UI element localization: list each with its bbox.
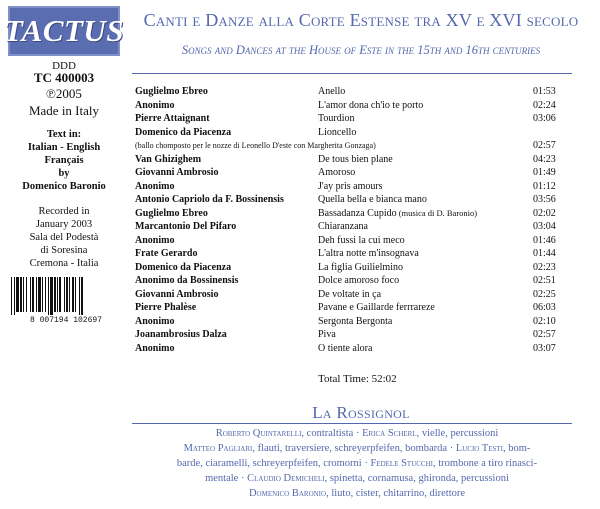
- track-title-text: Bassadanza Cupido: [318, 207, 397, 219]
- text-in-line: Text in:: [46, 129, 82, 140]
- track-row: [135, 328, 575, 342]
- track-composer: Marcantonio Del Pifaro: [135, 221, 237, 232]
- track-composer: Anonimo da Bossinensis: [135, 275, 239, 286]
- track-row: [135, 315, 575, 329]
- performer-credits: [137, 426, 577, 501]
- performer-role: , liuto, cister, chitarrino, direttore: [326, 488, 466, 499]
- recorded-line: Recorded in: [38, 206, 90, 217]
- barcode-bar: [36, 277, 37, 312]
- track-title-text: La figlia Guilielmino: [318, 261, 403, 273]
- track-duration: 01:12: [533, 180, 556, 192]
- track-title: [318, 288, 381, 302]
- track-duration: 03:56: [533, 194, 556, 205]
- recorded-line: Sala del Podestà: [29, 232, 99, 243]
- track-title: [318, 220, 368, 234]
- barcode-bar: [50, 277, 53, 315]
- track-composer: Domenico da Piacenza: [135, 126, 232, 138]
- track-title-text: Dolce amoroso foco: [318, 275, 400, 286]
- track-composer: Van Ghizighem: [135, 153, 202, 165]
- barcode-bar: [16, 277, 19, 312]
- track-row: [135, 342, 575, 356]
- track-duration: 01:46: [533, 234, 556, 246]
- track-duration: 02:51: [533, 275, 556, 286]
- track-title: [318, 247, 419, 261]
- performer-name: Domenico Baronio: [248, 488, 327, 499]
- track-row: [135, 166, 575, 180]
- track-duration: 01:53: [533, 86, 556, 97]
- track-row: [135, 139, 575, 153]
- performer-line: [137, 486, 577, 501]
- track-row: [135, 247, 575, 261]
- barcode-digits: 8 007194 102697: [29, 316, 103, 324]
- ensemble-name: La Rossignol: [312, 403, 410, 422]
- performer-role: mentale ·: [205, 473, 248, 484]
- track-composer: Frate Gerardo: [135, 248, 198, 259]
- track-title: [318, 207, 477, 221]
- track-composer: Pierre Attaignant: [135, 113, 210, 124]
- track-title-text: Chiaranzana: [318, 221, 368, 232]
- album-title: Canti e Danze alla Corte Estense tra XV e XVI secolo: [143, 10, 579, 30]
- track-duration: 02:23: [533, 261, 556, 273]
- track-composer: Antonio Capriolo da F. Bossinensis: [135, 194, 284, 205]
- performer-name: Roberto Quintarelli: [215, 428, 302, 439]
- barcode-bar: [75, 277, 76, 312]
- performer-role: , spinetta, cornamusa, ghironda, percussioni: [324, 473, 509, 484]
- performer-name: Fedele Stucchi: [370, 458, 433, 469]
- text-in-line: Domenico Baronio: [22, 181, 106, 192]
- track-title-text: De voltate in ça: [318, 288, 382, 300]
- track-composer: Anonimo: [135, 342, 175, 354]
- track-duration: 01:44: [533, 248, 556, 259]
- barcode-bar: [57, 277, 58, 312]
- track-composer: Giovanni Ambrosio: [135, 167, 219, 178]
- track-title-text: Lioncello: [318, 126, 357, 138]
- track-composer: Guglielmo Ebreo: [135, 207, 208, 219]
- barcode-bar: [54, 277, 56, 312]
- track-row: [135, 220, 575, 234]
- track-row: [135, 301, 575, 315]
- recorded-line: di Soresina: [40, 245, 88, 256]
- track-composer: Giovanni Ambrosio: [135, 288, 219, 300]
- track-composer: Anonimo: [135, 315, 175, 327]
- barcode-bar: [81, 277, 83, 315]
- track-title: [318, 180, 383, 194]
- barcode-bar: [23, 277, 24, 312]
- barcode-bar: [26, 277, 27, 312]
- track-title-text: J'ay pris amours: [318, 180, 383, 192]
- recorded-block: [8, 205, 120, 270]
- track-row: [135, 261, 575, 275]
- barcode-bar: [59, 277, 61, 312]
- track-title: [318, 193, 427, 207]
- track-title: [318, 274, 399, 288]
- track-row: [135, 180, 575, 194]
- header-divider: [132, 73, 572, 74]
- album-subtitle: Songs and Dances at the House of Este in the 15th and 16th centuries: [181, 43, 541, 57]
- track-title-text: De tous bien plane: [318, 153, 393, 165]
- track-title-text: L'altra notte m'insognava: [318, 248, 419, 259]
- track-row: [135, 153, 575, 167]
- track-title: [318, 234, 405, 248]
- barcode-bar: [42, 277, 43, 312]
- track-title: [318, 166, 355, 180]
- track-row: [135, 112, 575, 126]
- track-title-text: Anello: [318, 86, 346, 97]
- performer-role: , trombone a tiro rinasci-: [433, 458, 538, 469]
- performer-role: , flauti, traversiere, schreyerpfeifen, bombarda ·: [252, 443, 456, 454]
- track-title: [318, 153, 393, 167]
- performer-name: Lucio Testi: [455, 443, 503, 454]
- track-duration: 03:07: [533, 342, 556, 354]
- track-row: [135, 85, 575, 99]
- track-composer: Guglielmo Ebreo: [135, 86, 208, 97]
- track-title-text: Sergonta Bergonta: [318, 315, 393, 327]
- track-composer: Anonimo: [135, 99, 175, 111]
- track-duration: 06:03: [533, 302, 556, 313]
- track-composer: Pierre Phalèse: [135, 302, 197, 313]
- track-composer: Anonimo: [135, 234, 175, 246]
- track-title-text: O tiente alora: [318, 342, 373, 354]
- track-row: [135, 234, 575, 248]
- barcode-bar: [30, 277, 31, 312]
- track-title: [318, 342, 372, 356]
- ddd-label: DDD: [52, 60, 76, 72]
- track-title-text: Piva: [318, 329, 336, 340]
- track-title-text: Tourdion: [318, 113, 355, 124]
- track-title-note: (musica di D. Baronio): [396, 207, 478, 218]
- track-title-text: Pavane e Gaillarde ferrrareze: [318, 302, 435, 313]
- barcode-bar: [20, 277, 22, 312]
- barcode: [8, 276, 124, 324]
- track-row: [135, 207, 575, 221]
- track-composer: Domenico da Piacenza: [135, 261, 232, 273]
- performer-name: Matteo Pagliari: [183, 443, 253, 454]
- track-title: [318, 261, 403, 275]
- track-duration: 03:04: [533, 221, 556, 232]
- barcode-bar: [48, 277, 49, 315]
- performer-role: , bom-: [502, 443, 531, 454]
- track-duration: 02:57: [533, 140, 556, 151]
- tactus-logo: [3, 6, 125, 56]
- barcode-bar: [72, 277, 74, 312]
- track-composer: Joanambrosius Dalza: [135, 329, 227, 340]
- barcode-bar: [64, 277, 65, 312]
- track-row: [135, 193, 575, 207]
- performer-name: Erica Scherl: [362, 428, 417, 439]
- track-row: [135, 126, 575, 140]
- performer-role: , contraltista ·: [301, 428, 363, 439]
- track-subnote: (ballo chomposto per le nozze di Leonello D'este con Margherita Gonzaga): [135, 141, 376, 150]
- ensemble-divider: [132, 423, 572, 424]
- track-title-text: L'amor dona ch'io te porto: [318, 99, 424, 111]
- track-title-text: Amoroso: [318, 167, 356, 178]
- track-title-text: Quella bella e bianca mano: [318, 194, 427, 205]
- barcode-bar: [11, 277, 12, 315]
- track-duration: 04:23: [533, 153, 556, 165]
- performer-role: barde, ciaramelli, schreyerpfeifen, cromorni ·: [176, 458, 371, 469]
- total-time: Total Time: 52:02: [318, 373, 397, 385]
- performer-line: [137, 441, 577, 456]
- performer-line: [137, 471, 577, 486]
- barcode-bar: [14, 277, 15, 315]
- track-row: [135, 274, 575, 288]
- recorded-line: January 2003: [35, 219, 93, 230]
- barcode-bar: [66, 277, 68, 312]
- catalog-number: TC 400003: [33, 70, 95, 85]
- track-title: [318, 315, 392, 329]
- track-list: [135, 85, 575, 355]
- barcode-bar: [69, 277, 70, 312]
- track-duration: 03:06: [533, 113, 556, 124]
- text-in-line: by: [58, 168, 70, 179]
- barcode-bar: [32, 277, 34, 312]
- text-in-block: [8, 128, 120, 193]
- track-composer: Anonimo: [135, 180, 175, 192]
- track-duration: 02:57: [533, 329, 556, 340]
- track-title: [318, 301, 435, 315]
- made-in: Made in Italy: [28, 103, 100, 118]
- track-title: [318, 85, 345, 99]
- recorded-line: Cremona - Italia: [29, 258, 99, 269]
- performer-role: , vielle, percussioni: [416, 428, 499, 439]
- track-title-text: Deh fussi la cui meco: [318, 234, 405, 246]
- text-in-line: Italian - English: [27, 142, 101, 153]
- track-duration: 02:24: [533, 99, 556, 111]
- track-title: [318, 112, 355, 126]
- track-row: [135, 99, 575, 113]
- track-duration: 01:49: [533, 167, 556, 178]
- track-row: [135, 288, 575, 302]
- text-in-line: Français: [44, 155, 84, 166]
- performer-name: Claudio Demicheli: [247, 473, 325, 484]
- performer-line: [137, 456, 577, 471]
- barcode-bar: [38, 277, 41, 312]
- track-duration: 02:02: [533, 207, 556, 219]
- performer-line: [137, 426, 577, 441]
- barcode-bar: [79, 277, 80, 315]
- track-title: [318, 328, 336, 342]
- track-duration: 02:25: [533, 288, 556, 300]
- track-title: [318, 126, 356, 140]
- barcode-bar: [45, 277, 46, 312]
- track-title: [318, 99, 423, 113]
- phonogram-year: ℗2005: [46, 86, 82, 101]
- logo-text: TACTUS: [3, 13, 125, 48]
- track-duration: 02:10: [533, 315, 556, 327]
